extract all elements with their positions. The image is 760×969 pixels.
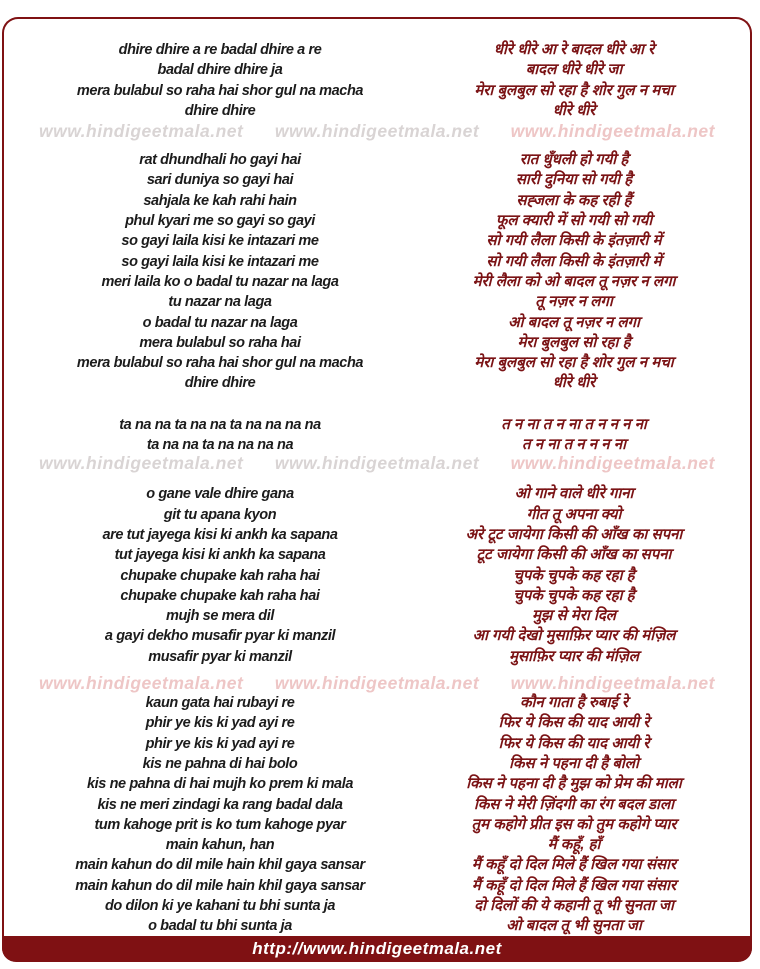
lyric-line-devanagari: मुझ से मेरा दिल	[532, 607, 616, 625]
lyric-line-devanagari: चुपके चुपके कह रहा है	[513, 586, 635, 604]
stanza	[436, 40, 712, 121]
watermark-text: www.hindigeetmala.net	[274, 121, 480, 141]
lyric-line-latin: sari duniya so gayi hai	[146, 172, 294, 189]
stanza	[436, 150, 712, 394]
lyric-line-latin: chupake chupake kah raha hai	[120, 587, 320, 604]
lyric-line-latin: o badal tu bhi sunta ja	[148, 918, 292, 935]
stanza	[436, 484, 712, 667]
lyric-line-latin: mera bulabul so raha hai shor gul na macha	[76, 355, 364, 372]
lyric-line-devanagari: सह्जला के कह रही हैं	[516, 191, 632, 209]
lyric-line-devanagari: गीत तू अपना क्यो	[526, 505, 622, 523]
lyric-line-devanagari: टूट जायेगा किसी की आँख का सपना	[476, 546, 672, 564]
lyric-line-devanagari: धीरे धीरे	[552, 374, 596, 392]
lyric-line-devanagari: बादल धीरे धीरे जा	[525, 61, 623, 79]
lyric-line-devanagari: सो गयी लैला किसी के इंतज़ारी में	[486, 252, 662, 270]
lyric-line-latin: kis ne pahna di hai bolo	[142, 755, 298, 772]
lyric-line-latin: do dilon ki ye kahani tu bhi sunta ja	[104, 897, 336, 914]
watermark-text: www.hindigeetmala.net	[39, 453, 244, 473]
lyric-line-latin: so gayi laila kisi ke intazari me	[121, 253, 319, 270]
lyric-line-devanagari: मेरी लैला को ओ बादल तू नज़र न लगा	[472, 272, 676, 290]
lyric-line-devanagari: मुसाफ़िर प्यार की मंज़िल	[509, 647, 639, 665]
lyric-line-devanagari: फिर ये किस की याद आयी रे	[498, 714, 650, 732]
lyric-line-latin: phir ye kis ki yad ayi re	[145, 735, 295, 752]
lyric-line-latin: badal dhire dhire ja	[157, 62, 283, 79]
lyric-line-latin: meri laila ko o badal tu nazar na laga	[101, 273, 339, 290]
watermark-text: www.hindigeetmala.net	[274, 673, 480, 693]
lyric-line-latin: dhire dhire	[184, 375, 256, 392]
lyric-line-latin: kis ne meri zindagi ka rang badal dala	[97, 796, 343, 813]
lyric-line-devanagari: मेरा बुलबुल सो रहा है	[517, 333, 631, 351]
lyric-line-devanagari: किस ने पहना दी है बोलो	[509, 754, 639, 772]
lyric-line-devanagari: सो गयी लैला किसी के इंतज़ारी में	[486, 232, 662, 250]
lyric-line-devanagari: फिर ये किस की याद आयी रे	[498, 734, 650, 752]
lyrics-page-frame	[2, 17, 752, 962]
lyric-line-latin: tum kahoge prit is ko tum kahoge pyar	[94, 816, 346, 833]
lyric-line-latin: so gayi laila kisi ke intazari me	[121, 233, 319, 250]
lyric-line-devanagari: त न ना त न ना त न न न ना	[501, 415, 647, 433]
lyric-line-devanagari: किस ने मेरी ज़िंदगी का रंग बदल डाला	[474, 795, 674, 813]
stanza	[4, 415, 436, 456]
lyric-line-latin: o badal tu nazar na laga	[142, 314, 298, 331]
lyric-line-latin: mera bulabul so raha hai	[139, 334, 301, 351]
lyric-line-devanagari: धीरे धीरे आ रे बादल धीरे आ रे	[493, 41, 655, 58]
lyric-line-devanagari: मैं कहूँ दो दिल मिले हैं खिल गया संसार	[471, 876, 677, 894]
lyric-line-latin: main kahun do dil mile hain khil gaya sansar	[75, 857, 365, 874]
lyric-line-devanagari: फूल क्यारी में सो गयी सो गयी	[495, 212, 653, 230]
lyric-line-devanagari: तुम कहोगे प्रीत इस को तुम कहोगे प्यार	[471, 815, 677, 833]
stanza	[4, 150, 436, 394]
lyric-line-latin: are tut jayega kisi ki ankh ka sapana	[102, 526, 338, 543]
lyric-line-latin: o gane vale dhire gana	[146, 486, 294, 503]
lyric-line-latin: ta na na ta na na na na	[146, 437, 294, 454]
lyric-line-latin: kis ne pahna di hai mujh ko prem ki mala	[86, 776, 354, 793]
lyric-line-latin: mujh se mera dil	[165, 608, 275, 625]
lyric-line-devanagari: किस ने पहना दी है मुझ को प्रेम की माला	[466, 775, 682, 793]
lyric-line-latin: tut jayega kisi ki ankh ka sapana	[114, 547, 326, 564]
stanza	[436, 693, 712, 937]
stanza	[4, 40, 436, 121]
lyrics-column-latin	[4, 19, 436, 937]
watermark-text: www.hindigeetmala.net	[274, 453, 480, 473]
lyric-line-latin: tu nazar na laga	[168, 294, 272, 311]
lyric-line-latin: phir ye kis ki yad ayi re	[145, 715, 295, 732]
lyric-line-latin: main kahun, han	[165, 837, 275, 854]
lyric-line-devanagari: मेरा बुलबुल सो रहा है शोर गुल न मचा	[474, 354, 674, 372]
lyric-line-devanagari: कौन गाता है रुबाई रे	[519, 694, 629, 712]
stanza	[4, 693, 436, 937]
watermark-text: www.hindigeetmala.net	[39, 121, 244, 141]
lyric-line-devanagari: ओ गाने वाले धीरे गाना	[514, 485, 634, 503]
watermark-text: www.hindigeetmala.net	[510, 453, 715, 473]
lyric-line-devanagari: मेरा बुलबुल सो रहा है शोर गुल न मचा	[474, 81, 674, 99]
footer-bar	[2, 936, 752, 962]
lyric-line-devanagari: रात धुँधली हो गयी है	[519, 151, 629, 169]
lyric-line-latin: chupake chupake kah raha hai	[120, 567, 320, 584]
lyric-line-latin: dhire dhire a re badal dhire a re	[118, 42, 322, 58]
lyric-line-devanagari: मैं कहूँ, हाँ	[547, 836, 601, 854]
lyric-line-devanagari: त न ना त न न न ना	[522, 436, 626, 454]
lyric-line-devanagari: दो दिलों की ये कहानी तू भी सुनता जा	[474, 896, 674, 914]
lyric-line-latin: rat dhundhali ho gayi hai	[139, 152, 301, 169]
lyric-line-latin: a gayi dekho musafir pyar ki manzil	[104, 628, 336, 645]
lyrics-column-devanagari	[436, 19, 712, 937]
lyric-line-devanagari: अरे टूट जायेगा किसी की आँख का सपना	[465, 525, 683, 543]
lyric-line-devanagari: ओ बादल तू नज़र न लगा	[508, 313, 640, 331]
lyric-line-devanagari: आ गयी देखो मुसाफ़िर प्यार की मंज़िल	[472, 627, 676, 645]
lyric-line-devanagari: ओ बादल तू भी सुनता जा	[506, 917, 642, 935]
lyric-line-latin: mera bulabul so raha hai shor gul na macha	[76, 82, 364, 99]
watermark-text: www.hindigeetmala.net	[510, 673, 715, 693]
lyric-line-devanagari: सारी दुनिया सो गयी है	[515, 171, 633, 189]
lyric-line-latin: musafir pyar ki manzil	[148, 648, 292, 665]
lyric-line-devanagari: मैं कहूँ दो दिल मिले हैं खिल गया संसार	[471, 856, 677, 874]
lyric-line-latin: kaun gata hai rubayi re	[145, 695, 295, 712]
watermark-text: www.hindigeetmala.net	[510, 121, 715, 141]
lyric-line-latin: git tu apana kyon	[163, 506, 277, 523]
lyric-line-latin: sahjala ke kah rahi hain	[143, 192, 297, 209]
footer-url[interactable]: http://www.hindigeetmala.net	[252, 939, 502, 958]
lyric-line-devanagari: धीरे धीरे	[552, 101, 596, 119]
lyric-line-devanagari: चुपके चुपके कह रहा है	[513, 566, 635, 584]
lyric-line-devanagari: तू नज़र न लगा	[535, 293, 613, 311]
stanza	[436, 415, 712, 456]
stanza	[4, 484, 436, 667]
lyric-line-latin: main kahun do dil mile hain khil gaya sansar	[75, 877, 365, 894]
watermark-text: www.hindigeetmala.net	[39, 673, 244, 693]
lyric-line-latin: phul kyari me so gayi so gayi	[125, 213, 315, 230]
lyric-line-latin: ta na na ta na na ta na na na na	[119, 416, 321, 433]
lyric-line-latin: dhire dhire	[184, 102, 256, 119]
